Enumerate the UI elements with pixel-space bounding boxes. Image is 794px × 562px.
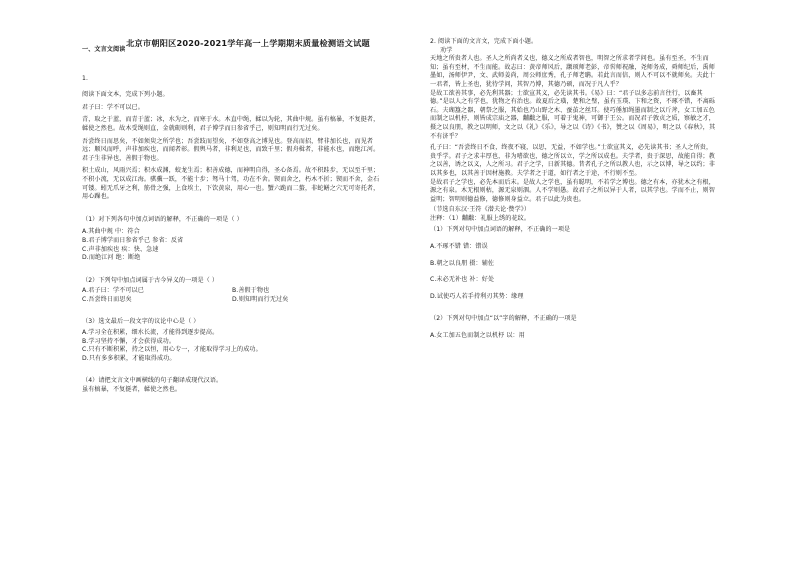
question-number: 2. 阅读下面的文言文，完成下面小题。 bbox=[430, 38, 538, 45]
passage-paragraph: 孔子曰：“吾尝终日不食，终夜不寝，以思，无益，不如学也。”士欲宣其义，必先读其书；圣人之所贵，贵乎学。君子之求丰厚也，非为嗜欲也，德之所以立，学之所以成也。夫学者，贵于深思，故能自得；教之以善，诱之以义，人之所习。君子之学，日新其德。昔者孔子之所以教人也，示之以博，导之以约；非以其多也，以其善于因材施教。夫学者之于道，如行者之于途，不行则不至。 bbox=[430, 144, 715, 177]
footnote: 注释：（1）黼黻：礼服上绣的花纹。 bbox=[430, 214, 531, 222]
question-stem: （4）请把文言文中画横线的句子翻译成现代汉语。 bbox=[82, 377, 223, 385]
answer-option[interactable]: D.试使巧人若手持利刃其势：缘理 bbox=[430, 292, 524, 300]
answer-option[interactable]: C.未必无补也 补：好处 bbox=[430, 276, 495, 284]
answer-option[interactable]: B.学习坚持不懈，才会获得成功。 bbox=[82, 337, 176, 345]
question-stem: （3）选文最后一段文字的议论中心是（ ） bbox=[82, 318, 200, 326]
answer-option[interactable]: C.吾尝终日而思矣 bbox=[82, 295, 132, 303]
answer-option[interactable]: A.君子曰：学不可以已 bbox=[82, 287, 144, 295]
question-stem: （1）对下列各句中加点词语的解释，不正确的一项是（ ） bbox=[82, 215, 243, 223]
right-column bbox=[430, 38, 718, 341]
passage-paragraph: 天地之所贵者人也。圣人之所尚者义也，德义之所成者智也，明智之所求者学问也。虽有至圣，不生而知；虽有至材，不生而能。故志曰：黄帝师风后，颛顼师老彭，帝喾师祝融，尧师务成，舜师纪后，禹师墨如，汤师伊尹，文、武师姜尚，周公师庶秀，孔子师老聃。若此言而信，则人不可以不就师矣。夫此十一君者，皆上圣也，犹待学问，其智乃博，其德乃硕，而况于凡人乎？ bbox=[430, 55, 715, 88]
answer-option[interactable]: B.朝之以良朋 摄：辅佐 bbox=[430, 259, 495, 267]
answer-option[interactable]: A.其曲中规 中：符合 bbox=[82, 228, 140, 236]
instruction-text: 阅读下面文本，完成下列小题。 bbox=[82, 91, 169, 99]
left-column bbox=[82, 34, 382, 395]
question-stem: （2）下列对句中加点“以”字的解释，不正确的一项是 bbox=[430, 315, 577, 323]
answer-option[interactable]: D.只有多多积累，才能取得成功。 bbox=[82, 354, 176, 362]
passage-line: 君子曰：学不可以已。 bbox=[82, 103, 144, 111]
passage-paragraph: 吾尝终日而思矣，不如须臾之所学也；吾尝跂而望矣，不如登高之博见也。登高而招，臂非加长也，而见者远；顺风而呼，声非加疾也，而闻者彰。假舆马者，非利足也，而致千里；假舟楫者，非能水也，而绝江河。君子生非异也，善假于物也。 bbox=[82, 137, 380, 162]
passage-paragraph: 是故君子之学也，必先本而后末。是故人之学也，虽有聪明，不若学之博也。德之有本，亦犹木之有根，源之有泉。木无根则枯，源无泉则涸。人不学则愚。故君子之所以异于人者，以其学也。学而不止，则智益明；智明则德益修，德修则身益立。君子以此为贵也。 bbox=[430, 178, 715, 203]
question-stem: （2）下列句中加点词属于古今异义的一项是（ ） bbox=[82, 276, 219, 284]
passage-paragraph: 青，取之于蓝，而青于蓝；冰，水为之，而寒于水。木直中绳，輮以为轮，其曲中规。虽有槁暴，不复挺者，輮使之然也。故木受绳则直，金就砺则利，君子博学而日参省乎己，则知明而行无过矣。 bbox=[82, 116, 380, 132]
answer-option[interactable]: A.女工加五色而制之以机杼 以：用 bbox=[430, 332, 525, 340]
answer-option[interactable]: A.学习全在积累，细水长流，才能得到逐步提高。 bbox=[82, 329, 219, 337]
answer-option[interactable]: C.声非加疾也 疾：快、急速 bbox=[82, 245, 159, 253]
page-title: 北京市朝阳区2020-2021学年高一上学期期末质量检测语文试题 bbox=[126, 38, 370, 48]
answer-option[interactable]: D.则知明而行无过矣 bbox=[232, 295, 289, 303]
translation-sentence: 虽有槁暴，不复挺者，輮使之然也。 bbox=[82, 386, 182, 394]
section-heading: 一、文言文阅读 bbox=[82, 46, 126, 53]
passage-paragraph: 积土成山，风雨兴焉；积水成渊，蛟龙生焉；积善成德，而神明自得，圣心备焉。故不积跬步，无以至千里；不积小流，无以成江海。骐骥一跃，不能十步；驽马十驾，功在不舍。锲而舍之，朽木不折；锲而不舍，金石可镂。蚓无爪牙之利，筋骨之强，上食埃土，下饮黄泉，用心一也。蟹六跪而二螯，非蛇鳝之穴无可寄托者，用心躁也。 bbox=[82, 167, 380, 201]
question-number: 1. bbox=[82, 74, 89, 82]
passage-source: （节选自东汉·王符《潜夫论·赞学》） bbox=[430, 206, 531, 214]
question-stem: （1）下列对句中加点词语的解释，不正确的一项是 bbox=[430, 226, 571, 234]
passage-title: 劝学 bbox=[440, 46, 453, 54]
passage-paragraph: 是故工欲善其事，必先利其器；士欲宣其义，必先读其书。《易》曰：“君子以多志前言往行，以畜其德。”是以人之有学也，犹物之有治也。故夏后之璜，楚和之璧，虽有玉璞、卞和之资，不琢不错，不离砾石。夫瑚簋之器，朝祭之服，其始也乃山野之木、蚕茧之丝耳。使巧倕加绳墨而制之以斤斧，女工加五色而制之以机杼，则皆成宗庙之器，黼黻之服，可着于鬼神，可御于王公。而况君子敦贞之质，察敏之才，摄之以良朋，教之以明师，文之以《礼》《乐》，导之以《诗》《书》，赞之以《周易》，明之以《春秋》，其不有济乎？ bbox=[430, 89, 716, 140]
answer-option[interactable]: A.不琢不错 错：错误 bbox=[430, 243, 488, 251]
answer-option[interactable]: C.只有不断积累，持之以恒，用心专一，才能取得学习上的成功。 bbox=[82, 346, 262, 354]
answer-option[interactable]: B.善假于物也 bbox=[232, 287, 270, 295]
answer-option[interactable]: D.而绝江河 绝：断绝 bbox=[82, 254, 141, 262]
answer-option[interactable]: B.君子博学而日参省乎己 参省：反省 bbox=[82, 236, 184, 244]
